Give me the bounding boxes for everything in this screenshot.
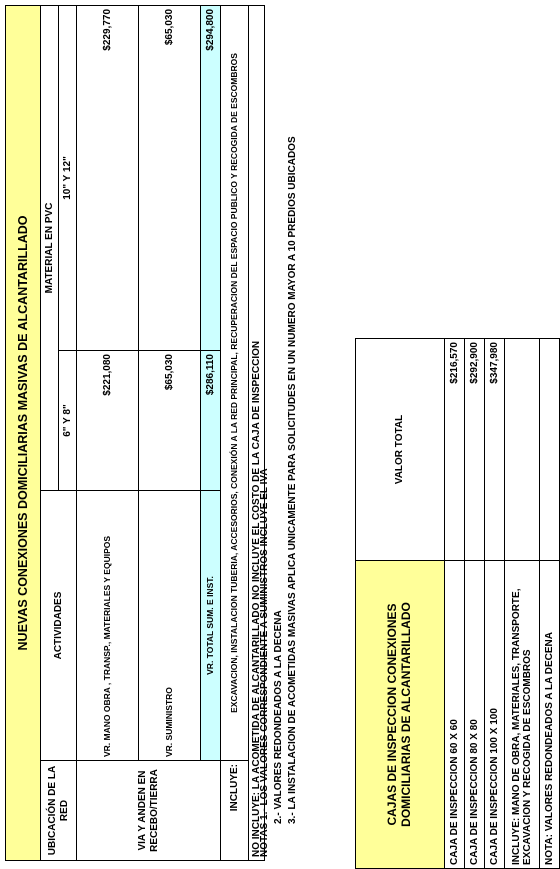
cajas-table bbox=[355, 338, 560, 869]
note-line: NOTAS 1.- LOS VALORES CORRESPONDIENTE A SUMINISTROS INCLUYE EL IVA bbox=[259, 468, 270, 857]
col-10-12-header: 10" Y 12" bbox=[59, 5, 77, 350]
caja-value: $216,570 bbox=[445, 339, 465, 561]
cajas-nota: NOTA: VALORES REDONDEADOS A LA DECENA bbox=[540, 561, 560, 869]
note-line: 3.- LA INSTALACION DE ACOMETIDAS MASIVAS APLICA UNICAMENTE PARA SOLICITUDES EN UN NUMERO MAYOR A 10 PREDIOS UBICADOS bbox=[287, 136, 298, 824]
conexiones-title: NUEVAS CONEXIONES DOMICILIARIAS MASIVAS DE ALCANTARILLADO bbox=[6, 5, 41, 860]
cajas-incluye: INCLUYE: MANO DE OBRA, MATERIALES, TRANSPORTE, EXCAVACION Y RECOGIDA DE ESCOMBROS bbox=[505, 561, 540, 869]
location-cell: VIA Y ANDEN EN RECEBO/TIERRA bbox=[77, 761, 221, 861]
no-incluye-text: NO INCLUYE: LA ACOMETIDA DE ALCANTARILLADO NO INCLUYE EL COSTO DE LA CAJA DE INSPECCION bbox=[249, 5, 265, 860]
note-line: 2.- VALORES REDONDEADOS A LA DECENA bbox=[273, 610, 284, 824]
conexiones-table bbox=[5, 5, 265, 861]
empty-cell bbox=[540, 339, 560, 561]
value-cell: $229,770 bbox=[77, 5, 139, 350]
caja-label: CAJA DE INSPECCION 60 X 60 bbox=[445, 561, 465, 869]
incluye-text: EXCAVACION, INSTALACION TUBERIA, ACCESORIOS, CONEXIÓN A LA RED PRINCIPAL, RECUPERACION DEL ESPACIO PUBLICO Y RECOGIDA DE ESCOMBROS bbox=[221, 5, 249, 760]
ubicacion-header: UBICACIÓN DE LA RED bbox=[41, 761, 77, 861]
material-header: MATERIAL EN PVC bbox=[41, 5, 59, 490]
cajas-title: CAJAS DE INSPECCION CONEXIONES DOMICILIARIAS DE ALCANTARILLADO bbox=[356, 561, 445, 869]
empty-cell bbox=[505, 339, 540, 561]
value-cell: $65,030 bbox=[139, 351, 201, 491]
value-cell: $221,080 bbox=[77, 351, 139, 491]
total-label: VR. TOTAL SUM. E INST. bbox=[201, 491, 221, 761]
notes-block bbox=[258, 7, 300, 857]
caja-value: $347,980 bbox=[485, 339, 505, 561]
actividades-header: ACTIVIDADES bbox=[41, 491, 77, 761]
total-value: $286,110 bbox=[201, 351, 221, 491]
col-6-8-header: 6" Y 8" bbox=[59, 351, 77, 491]
value-cell: $65,030 bbox=[139, 5, 201, 350]
caja-value: $292,900 bbox=[465, 339, 485, 561]
valor-total-header: VALOR TOTAL bbox=[356, 339, 445, 561]
activity-cell: VR. SUMINISTRO bbox=[139, 491, 201, 761]
caja-label: CAJA DE INSPECCION 100 X 100 bbox=[485, 561, 505, 869]
total-value: $294,800 bbox=[201, 5, 221, 350]
incluye-label: INCLUYE: bbox=[221, 761, 249, 861]
activity-cell: VR. MANO OBRA , TRANSP., MATERIALES Y EQUIPOS bbox=[77, 491, 139, 761]
caja-label: CAJA DE INSPECCION 80 X 80 bbox=[465, 561, 485, 869]
